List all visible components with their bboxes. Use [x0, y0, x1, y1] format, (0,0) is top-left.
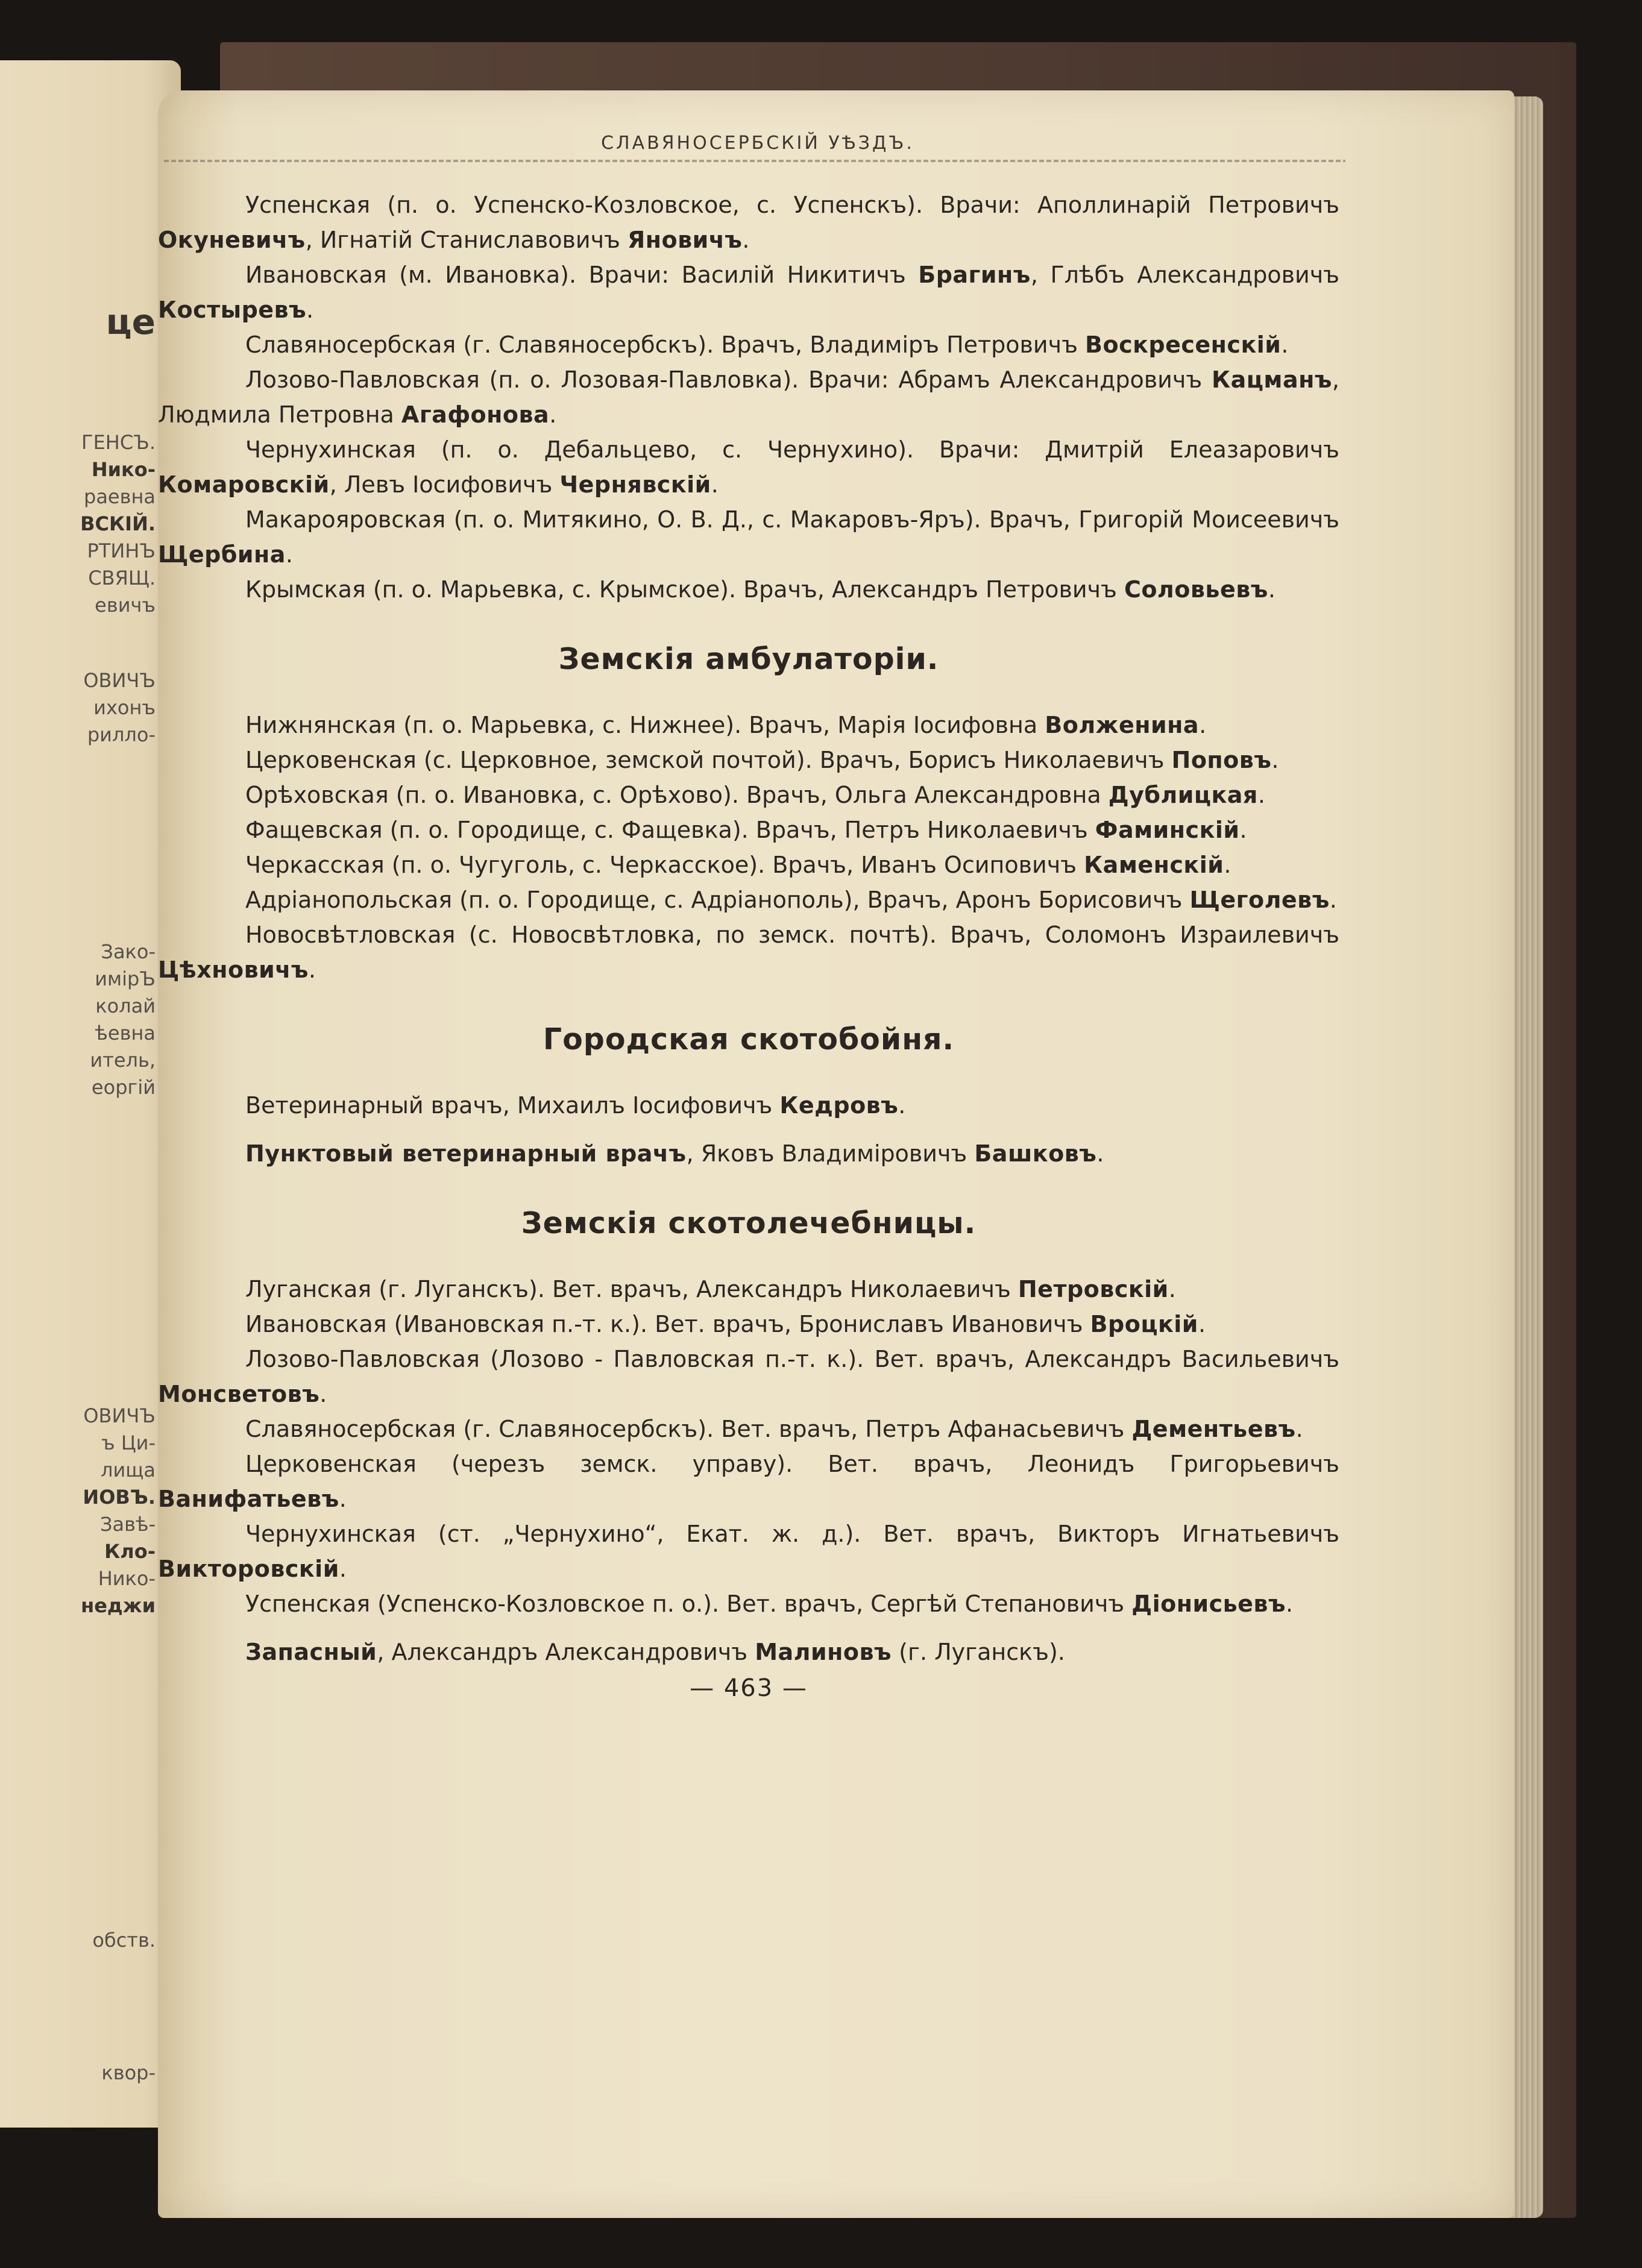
entry-text: .	[1268, 576, 1276, 603]
reserve-surname: Малиновъ	[755, 1639, 892, 1665]
entry-text: Орѣховская (п. о. Ивановка, с. Орѣхово). Врачъ, Ольга Александровна	[245, 782, 1109, 808]
entry-text: .	[711, 471, 719, 498]
entry-surname: Окуневичъ	[158, 227, 306, 253]
entry-text: .	[1271, 747, 1279, 773]
entry-surname: Вроцкій	[1090, 1311, 1198, 1337]
entry-paragraph	[158, 502, 1339, 572]
left-page-fragment: це	[105, 301, 156, 342]
entry-surname: Монсветовъ	[158, 1381, 320, 1407]
entry-text: .	[1286, 1591, 1294, 1617]
header-rule	[164, 160, 1345, 162]
heading-ambulatories: Земскія амбулаторіи.	[558, 642, 939, 676]
entry-surname: Щербина	[158, 541, 286, 568]
entry-paragraph	[158, 917, 1339, 987]
left-page-fragment: РТИНЪ	[87, 539, 156, 562]
entry-text: .	[1329, 887, 1337, 913]
entry-paragraph	[158, 708, 1339, 743]
entry-text: Адріанопольская (п. о. Городище, с. Адріанополь), Врачъ, Аронъ Борисовичъ	[245, 887, 1190, 913]
entry-text: .	[339, 1556, 347, 1582]
entry-text: .	[1239, 817, 1247, 843]
entry-text: Макарояровская (п. о. Митякино, О. В. Д., с. Макаровъ-Яръ). Врачъ, Григорій Моисеевичъ	[245, 506, 1339, 533]
entry-text: Успенская (Успенско-Козловское п. о.). Вет. врачъ, Сергѣй Степановичъ	[245, 1591, 1132, 1617]
section-hospitals	[158, 187, 1339, 607]
section-veterinary-clinics	[158, 1272, 1339, 1621]
entry-surname: Фаминскій	[1095, 817, 1240, 843]
entry-surname: Башковъ	[974, 1140, 1097, 1167]
entry-paragraph	[158, 882, 1339, 917]
entry-text: Черкасская (п. о. Чугуголь, с. Черкасское). Врачъ, Иванъ Осиповичъ	[245, 852, 1084, 878]
entry-text: .	[1168, 1276, 1176, 1302]
entry-text: .	[1281, 331, 1289, 358]
section-ambulatories	[158, 708, 1339, 987]
left-page-fragment: ОВИЧЪ	[83, 1404, 156, 1427]
entry-text: Ивановская (м. Ивановка). Врачи: Василій Никитичъ	[245, 262, 919, 288]
entry-paragraph	[158, 432, 1339, 502]
entry-text: .	[898, 1092, 906, 1119]
page-content	[158, 121, 1339, 1702]
entry-text: .	[1257, 782, 1265, 808]
left-page-fragment: ГЕНСЪ.	[81, 431, 156, 454]
reserve-text: , Александръ Александровичъ	[377, 1639, 755, 1665]
left-page-fragment: неджи	[81, 1594, 156, 1617]
entry-surname: Соловьевъ	[1124, 576, 1268, 603]
reserve-lead: Запасный	[245, 1639, 377, 1665]
entry-text: .	[1224, 852, 1232, 878]
entry-paragraph	[158, 257, 1339, 327]
left-page-fragment: раевна	[84, 485, 156, 508]
entry-paragraph	[158, 1272, 1339, 1307]
entry-surname: Чернявскій	[559, 471, 711, 498]
entry-surname: Дублицкая	[1108, 782, 1258, 808]
entry-text: .	[742, 227, 750, 253]
entry-text: Ивановская (Ивановская п.-т. к.). Вет. врачъ, Брониславъ Ивановичъ	[245, 1311, 1090, 1337]
entry-surname: Воскресенскій	[1085, 331, 1282, 358]
entry-surname: Цѣхновичъ	[158, 957, 309, 983]
entry-surname: Поповъ	[1171, 747, 1272, 773]
left-page-fragment: Кло-	[104, 1540, 156, 1563]
page-number: — 463 —	[690, 1674, 808, 1702]
entry-text: Церковенская (с. Церковное, земской почтой). Врачъ, Борисъ Николаевичъ	[245, 747, 1172, 773]
left-page-fragment: квор-	[101, 2061, 156, 2084]
left-page-fragment: СВЯЩ.	[88, 567, 156, 589]
entry-paragraph	[158, 1586, 1339, 1621]
entry-paragraph	[158, 1136, 1339, 1171]
entry-paragraph	[158, 362, 1339, 432]
entry-surname: Волженина	[1045, 712, 1200, 738]
entry-paragraph	[158, 1412, 1339, 1447]
entry-text: .	[549, 401, 557, 428]
reserve-entry	[158, 1635, 1339, 1670]
entry-paragraph	[158, 327, 1339, 362]
entry-text: , Яковъ Владиміровичъ	[686, 1140, 975, 1167]
entry-text: .	[285, 541, 293, 568]
entry-text: .	[1199, 712, 1207, 738]
left-page-fragment: ВСКІЙ.	[80, 512, 156, 535]
left-page-fragment: ихонъ	[93, 696, 156, 719]
entry-paragraph	[158, 1516, 1339, 1586]
entry-text: .	[339, 1486, 347, 1512]
left-page-fragment: евичъ	[95, 594, 156, 617]
left-page-fragment: рилло-	[87, 723, 156, 746]
entry-paragraph	[158, 1447, 1339, 1516]
entry-surname: Кедровъ	[779, 1092, 899, 1119]
entry-paragraph	[158, 743, 1339, 777]
entry-surname: Щеголевъ	[1189, 887, 1330, 913]
entry-surname: Пунктовый ветеринарный врачъ	[245, 1140, 687, 1167]
entry-paragraph	[158, 777, 1339, 812]
entry-text: Нижнянская (п. о. Марьевка, с. Нижнее). Врачъ, Марія Іосифовна	[245, 712, 1045, 738]
entry-surname: Костыревъ	[158, 297, 307, 323]
left-page-fragment: лища	[101, 1459, 156, 1481]
entry-text: Лозово-Павловская (п. о. Лозовая-Павловка). Врачи: Абрамъ Александровичъ	[245, 366, 1212, 393]
entry-text: Фащевская (п. о. Городище, с. Фащевка). Врачъ, Петръ Николаевичъ	[245, 817, 1095, 843]
section-slaughterhouse	[158, 1088, 1339, 1171]
entry-text: .	[308, 957, 316, 983]
entry-surname: Дементьевъ	[1131, 1416, 1296, 1442]
entry-paragraph	[158, 187, 1339, 257]
left-page-fragment: еоргій	[91, 1076, 156, 1099]
entry-text: Славяносербская (г. Славяносербскъ). Врачъ, Владиміръ Петровичъ	[245, 331, 1086, 358]
left-page-fragment: обств.	[92, 1929, 156, 1952]
left-page-fragment: ъ Ци-	[101, 1431, 156, 1454]
left-page-fragment: ИОВЪ.	[83, 1486, 156, 1509]
entry-paragraph	[158, 812, 1339, 847]
entry-text: .	[1198, 1311, 1206, 1337]
entry-text: Луганская (г. Луганскъ). Вет. врачъ, Александръ Николаевичъ	[245, 1276, 1018, 1302]
entry-surname: Каменскій	[1084, 852, 1224, 878]
entry-text: Новосвѣтловская (с. Новосвѣтловка, по земск. почтѣ). Врачъ, Соломонъ Израилевичъ	[245, 922, 1339, 948]
entry-text: Ветеринарный врачъ, Михаилъ Іосифовичъ	[245, 1092, 780, 1119]
left-page-fragment: ОВИЧЪ	[83, 669, 156, 692]
entry-text: Крымская (п. о. Марьевка, с. Крымское). Врачъ, Александръ Петровичъ	[245, 576, 1124, 603]
entry-surname: Агафонова	[401, 401, 550, 428]
entry-paragraph	[158, 572, 1339, 607]
left-page-fragment: Нико-	[91, 458, 156, 481]
entry-surname: Кацманъ	[1212, 366, 1332, 393]
entry-surname: Яновичъ	[627, 227, 743, 253]
entry-text: , Левъ Іосифовичъ	[329, 471, 560, 498]
entry-text: Успенская (п. о. Успенско-Козловское, с. Успенскъ). Врачи: Аполлинарій Петровичъ	[245, 192, 1339, 218]
entry-text: Чернухинская (ст. „Чернухино“, Екат. ж. д.). Вет. врачъ, Викторъ Игнатьевичъ	[245, 1521, 1339, 1547]
entry-surname: Ванифатьевъ	[158, 1486, 339, 1512]
entry-surname: Петровскій	[1018, 1276, 1169, 1302]
entry-text: , Людмила Петровна	[158, 366, 1339, 428]
entry-text: Славяносербская (г. Славяносербскъ). Вет. врачъ, Петръ Афанасьевичъ	[245, 1416, 1132, 1442]
heading-veterinary-clinics: Земскія скотолечебницы.	[521, 1206, 977, 1240]
left-page-fragment: итель,	[90, 1049, 156, 1072]
left-page-fragment: Завѣ-	[99, 1513, 156, 1536]
entry-text: , Глѣбъ Александровичъ	[1030, 262, 1339, 288]
left-page-fragment: колай	[95, 994, 156, 1017]
entry-surname: Викторовскій	[158, 1556, 339, 1582]
entry-surname: Діонисьевъ	[1131, 1591, 1286, 1617]
entry-text: Церковенская (черезъ земск. управу). Вет. врачъ, Леонидъ Григорьевичъ	[245, 1451, 1339, 1477]
running-head: СЛАВЯНОСЕРБСКІЙ УѢЗДЪ.	[601, 133, 914, 154]
entry-surname: Комаровскій	[158, 471, 330, 498]
entry-paragraph	[158, 1307, 1339, 1342]
entry-text: .	[319, 1381, 327, 1407]
left-page-fragment: ѣевна	[95, 1022, 156, 1044]
entry-text: .	[1096, 1140, 1104, 1167]
entry-text: , Игнатій Станиславовичъ	[305, 227, 628, 253]
left-page-fragment: имірЪ	[95, 967, 156, 990]
entry-surname: Брагинъ	[918, 262, 1031, 288]
entry-text: .	[1295, 1416, 1303, 1442]
left-page-fragment: Зако-	[101, 940, 156, 963]
heading-slaughterhouse: Городская скотобойня.	[543, 1022, 955, 1057]
reserve-tail: (г. Луганскъ).	[892, 1639, 1065, 1665]
left-facing-page	[0, 60, 181, 2128]
left-page-fragment: Нико-	[98, 1567, 156, 1590]
entry-text: Чернухинская (п. о. Дебальцево, с. Чернухино). Врачи: Дмитрій Елеазаровичъ	[245, 436, 1339, 463]
entry-paragraph	[158, 847, 1339, 882]
entry-text: Лозово-Павловская (Лозово - Павловская п.-т. к.). Вет. врачъ, Александръ Васильевичъ	[245, 1346, 1339, 1372]
entry-paragraph	[158, 1342, 1339, 1412]
entry-paragraph	[158, 1088, 1339, 1123]
entry-text: .	[306, 297, 314, 323]
